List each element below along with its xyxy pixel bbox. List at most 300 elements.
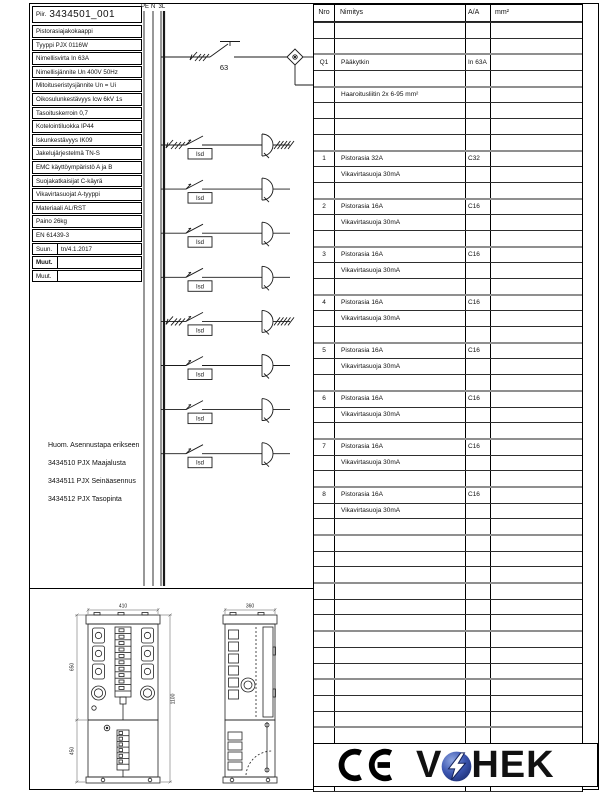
- cell-nro: [314, 359, 334, 374]
- circuit-branch-6: [161, 355, 290, 380]
- cell-aa: [465, 39, 490, 54]
- cell-aa: C16: [465, 344, 490, 359]
- table-row: [314, 438, 582, 455]
- cell-mm2: [490, 584, 582, 599]
- cell-nro: 8: [322, 491, 326, 499]
- cell-mm2: [490, 632, 582, 647]
- cell-nimitys: Pistorasia 16A: [334, 488, 465, 503]
- cell-mm2: [490, 648, 582, 663]
- spec-footer-row: [32, 270, 142, 283]
- cell-nimitys: [334, 664, 465, 679]
- cell-nro: [314, 456, 334, 471]
- cell-aa: [465, 311, 490, 326]
- cell-aa: [465, 696, 490, 711]
- table-row: [314, 663, 582, 679]
- cell-mm2: [490, 471, 582, 486]
- cell-mm2: [490, 728, 582, 743]
- table-row: [314, 230, 582, 246]
- cell-mm2: [490, 392, 582, 407]
- ce-mark-icon: [334, 748, 398, 782]
- cell-nimitys: [334, 567, 465, 582]
- cell-aa: C16: [465, 296, 490, 311]
- circuit-branch-7: [161, 399, 290, 424]
- cell-mm2: [490, 71, 582, 86]
- breaker-box-label: Isd: [195, 372, 205, 379]
- header-aa: A/A: [465, 5, 490, 21]
- spec-footer-row: [32, 256, 142, 269]
- table-row: [314, 182, 582, 198]
- cell-aa: [465, 135, 490, 150]
- cell-mm2: [490, 375, 582, 390]
- table-row: [314, 134, 582, 150]
- cell-nimitys: Pistorasia 16A: [334, 392, 465, 407]
- brand-logo: [416, 746, 555, 784]
- cell-nimitys: [334, 119, 465, 134]
- single-line-diagram: [140, 0, 313, 588]
- cell-nimitys: [334, 183, 465, 198]
- spec-row: Jakelujärjestelmä TN-S: [32, 147, 142, 160]
- bus-label-pe: PE: [141, 4, 150, 10]
- cell-nimitys: [334, 552, 465, 567]
- table-row: [314, 198, 582, 215]
- table-row: [314, 695, 582, 711]
- cell-mm2: [490, 231, 582, 246]
- cabinet-drawings: [30, 589, 313, 789]
- spec-row: Oikosulunkestävyys Icw 6kV 1s: [32, 93, 142, 106]
- note-line: 3434511 PJX Seinäasennus: [48, 478, 136, 485]
- cabinet-side-view: [223, 613, 277, 784]
- dimension-label-width: 410: [118, 603, 128, 610]
- cell-aa: [465, 23, 490, 38]
- cell-mm2: [490, 55, 582, 70]
- cell-nro: [314, 600, 334, 615]
- cell-nimitys: [334, 375, 465, 390]
- cell-nimitys: [334, 471, 465, 486]
- cell-aa: [465, 71, 490, 86]
- spec-footer-value: tn/4.1.2017: [61, 245, 92, 253]
- spec-row: Nimellisjännite Un 400V 50Hz: [32, 66, 142, 79]
- cell-aa: [465, 648, 490, 663]
- circuit-branches: [161, 134, 294, 468]
- spec-row: EMC käyttöympäristö A ja B: [32, 161, 142, 174]
- cell-aa: [465, 359, 490, 374]
- table-row: [314, 70, 582, 86]
- spec-footer-row: [32, 243, 142, 256]
- cell-aa: [465, 615, 490, 630]
- table-row: [314, 278, 582, 294]
- spec-footer-value: [58, 257, 61, 268]
- cell-mm2: [490, 440, 582, 455]
- cell-aa: [465, 471, 490, 486]
- cell-nimitys: Haaroitusliitin 2x 6-95 mm²: [334, 88, 465, 103]
- cell-aa: [465, 183, 490, 198]
- circuit-branch-3: [161, 222, 290, 247]
- table-row: [314, 326, 582, 342]
- spec-row: EN 61439-3: [32, 229, 142, 242]
- table-row: [314, 246, 582, 263]
- spec-table: [32, 6, 142, 283]
- header-nro: Nro: [318, 9, 330, 16]
- table-row: [314, 390, 582, 407]
- three-phase-mark: [274, 141, 294, 149]
- table-row: [314, 102, 582, 118]
- cell-aa: C32: [465, 152, 490, 167]
- cell-nimitys: Pistorasia 32A: [334, 152, 465, 167]
- cell-mm2: [490, 664, 582, 679]
- cell-nimitys: [334, 23, 465, 38]
- breaker-box-label: Isd: [195, 240, 205, 247]
- cell-nro: [314, 39, 334, 54]
- breaker-box-label: Isd: [195, 328, 205, 335]
- cell-nimitys: [334, 600, 465, 615]
- circuit-branch-4: [161, 266, 290, 291]
- table-row: [314, 455, 582, 471]
- table-row: [314, 630, 582, 647]
- cell-mm2: [490, 119, 582, 134]
- breaker-box-label: Isd: [195, 460, 205, 467]
- cell-nro: [314, 664, 334, 679]
- spec-row: Vikavirtasuojat A-tyyppi: [32, 188, 142, 201]
- breaker-box-label: Isd: [195, 152, 205, 158]
- circuit-branch-8: [161, 443, 290, 468]
- cell-nimitys: [334, 423, 465, 438]
- cell-nro: [314, 567, 334, 582]
- drawing-number: 3434501_001: [49, 9, 115, 20]
- cell-nro: [314, 23, 334, 38]
- circuit-branch-1: [161, 134, 290, 159]
- cell-aa: [465, 456, 490, 471]
- spec-rows: [32, 25, 142, 242]
- cell-aa: [465, 728, 490, 743]
- brand-text-post: HEK: [471, 744, 555, 786]
- main-switch-rating: 63: [219, 63, 229, 72]
- cell-nimitys: [334, 135, 465, 150]
- table-row: [314, 22, 582, 38]
- cell-aa: C16: [465, 248, 490, 263]
- spec-footer-rows: [32, 243, 142, 283]
- spec-footer-value: [58, 271, 61, 282]
- cell-nro: 7: [322, 443, 326, 451]
- cell-nimitys: [334, 615, 465, 630]
- bus-label-n: N: [151, 4, 156, 10]
- cell-aa: [465, 712, 490, 727]
- table-row: [314, 726, 582, 743]
- three-phase-mark: [274, 317, 294, 325]
- spec-footer-label: Muut.: [33, 257, 58, 268]
- cell-aa: [465, 279, 490, 294]
- cell-nimitys: [334, 71, 465, 86]
- cell-nimitys: Vikavirtasuoja 30mA: [334, 504, 465, 519]
- cell-mm2: [490, 167, 582, 182]
- cell-mm2: [490, 567, 582, 582]
- cell-mm2: [490, 488, 582, 503]
- spec-footer-label: Suun.: [33, 244, 58, 255]
- cell-aa: [465, 408, 490, 423]
- cell-nimitys: Pistorasia 16A: [334, 296, 465, 311]
- spec-row: Mitoituseristysjännite Un = Ui: [32, 79, 142, 92]
- cell-nro: [314, 71, 334, 86]
- cell-nro: [314, 311, 334, 326]
- table-row: [314, 407, 582, 423]
- cell-aa: [465, 519, 490, 534]
- table-row: [314, 118, 582, 134]
- cell-nimitys: Vikavirtasuoja 30mA: [334, 167, 465, 182]
- cell-nimitys: [334, 728, 465, 743]
- cell-nro: [314, 263, 334, 278]
- spec-row: Tasoituskerroin 0,7: [32, 107, 142, 120]
- dimension-label-total-height: 1100: [170, 693, 177, 705]
- table-row: [314, 647, 582, 663]
- cell-nimitys: Pääkytkin: [334, 55, 465, 70]
- breaker-box-label: Isd: [195, 196, 205, 203]
- cell-nro: 6: [322, 395, 326, 403]
- cell-mm2: [490, 456, 582, 471]
- cell-nro: 4: [322, 299, 326, 307]
- table-row: [314, 566, 582, 582]
- cell-nro: [314, 215, 334, 230]
- cell-aa: [465, 167, 490, 182]
- cell-nro: 1: [322, 155, 326, 162]
- cell-nro: [314, 552, 334, 567]
- spec-row: Kotelointiluokka IP44: [32, 120, 142, 133]
- cell-aa: [465, 584, 490, 599]
- cell-nimitys: [334, 584, 465, 599]
- cell-nro: [314, 119, 334, 134]
- piir-label: Piir.: [36, 11, 47, 18]
- cell-nro: [314, 680, 334, 695]
- cell-nro: [314, 88, 334, 103]
- cell-nro: [314, 632, 334, 647]
- table-row: [314, 150, 582, 167]
- cell-mm2: [490, 423, 582, 438]
- dimension-label-lower-height: 450: [69, 746, 76, 756]
- cell-mm2: [490, 279, 582, 294]
- cell-nimitys: [334, 680, 465, 695]
- cell-nimitys: [334, 327, 465, 342]
- three-phase-mark: [166, 316, 185, 325]
- breaker-box-label: Isd: [195, 416, 205, 423]
- table-row: [314, 534, 582, 551]
- spec-row: Tyyppi PJX 0116W: [32, 39, 142, 52]
- table-row: [314, 53, 582, 70]
- cell-mm2: [490, 39, 582, 54]
- cell-nimitys: Vikavirtasuoja 30mA: [334, 311, 465, 326]
- cell-nro: 3: [322, 251, 326, 259]
- spec-row: Suojakatkaisijat C-käyrä: [32, 175, 142, 188]
- cell-nimitys: Vikavirtasuoja 30mA: [334, 359, 465, 374]
- cell-mm2: [490, 248, 582, 263]
- cell-aa: [465, 504, 490, 519]
- cell-aa: [465, 423, 490, 438]
- cell-nro: [314, 327, 334, 342]
- cell-aa: [465, 536, 490, 551]
- circuit-branch-5: [161, 310, 290, 335]
- cell-mm2: [490, 504, 582, 519]
- cell-nimitys: Vikavirtasuoja 30mA: [334, 215, 465, 230]
- cell-nimitys: Pistorasia 16A: [334, 344, 465, 359]
- cell-mm2: [490, 552, 582, 567]
- table-row: [314, 294, 582, 311]
- main-switch-symbol: [161, 42, 313, 86]
- cell-mm2: [490, 536, 582, 551]
- table-row: [314, 470, 582, 486]
- table-row: [314, 358, 582, 374]
- spec-footer-label: Muut.: [33, 271, 58, 282]
- cell-aa: [465, 680, 490, 695]
- cell-nimitys: [334, 519, 465, 534]
- spec-row: Pistorasiajakokaappi: [32, 25, 142, 38]
- cell-nimitys: [334, 648, 465, 663]
- cell-mm2: [490, 712, 582, 727]
- cell-nimitys: Vikavirtasuoja 30mA: [334, 456, 465, 471]
- table-row: [314, 374, 582, 390]
- dimension-label-depth: 360: [245, 603, 255, 610]
- cell-nimitys: Pistorasia 16A: [334, 200, 465, 215]
- cell-nro: [314, 231, 334, 246]
- cell-aa: [465, 103, 490, 118]
- cell-mm2: [490, 296, 582, 311]
- cell-aa: [465, 600, 490, 615]
- cell-aa: [465, 567, 490, 582]
- table-row: [314, 582, 582, 599]
- cell-nimitys: Pistorasia 16A: [334, 248, 465, 263]
- cell-mm2: [490, 23, 582, 38]
- bus-lines: [144, 11, 164, 586]
- cell-mm2: [490, 615, 582, 630]
- cell-nro: 2: [322, 203, 326, 211]
- bus-label-3l: 3L: [158, 4, 166, 10]
- cell-nimitys: Pistorasia 16A: [334, 440, 465, 455]
- spec-row: Materiaali AL/RST: [32, 202, 142, 215]
- cell-nro: [314, 648, 334, 663]
- table-row: [314, 166, 582, 182]
- note-line: 3434510 PJX Maajalusta: [48, 460, 126, 467]
- spec-row: Paino 26kg: [32, 215, 142, 228]
- cell-mm2: [490, 88, 582, 103]
- table-row: [314, 342, 582, 359]
- spec-row: Nimellisvirta In 63A: [32, 52, 142, 65]
- footer-brand-box: [313, 743, 598, 787]
- circuit-table: [313, 4, 583, 792]
- header-nimitys: Nimitys: [334, 5, 465, 21]
- cell-mm2: [490, 600, 582, 615]
- cell-nro: 5: [322, 347, 326, 355]
- cell-aa: [465, 375, 490, 390]
- three-phase-mark: [166, 140, 185, 149]
- cell-aa: [465, 119, 490, 134]
- cell-nimitys: Vikavirtasuoja 30mA: [334, 408, 465, 423]
- table-row: [314, 486, 582, 503]
- cell-mm2: [490, 183, 582, 198]
- dimension-label-upper-height: 650: [69, 662, 76, 672]
- cell-mm2: [490, 344, 582, 359]
- cell-nro: [314, 696, 334, 711]
- cell-nro: [314, 728, 334, 743]
- cell-nimitys: [334, 103, 465, 118]
- cell-nimitys: [334, 632, 465, 647]
- cell-nimitys: Vikavirtasuoja 30mA: [334, 263, 465, 278]
- cell-aa: C16: [465, 200, 490, 215]
- cell-mm2: [490, 263, 582, 278]
- cell-mm2: [490, 215, 582, 230]
- table-row: [314, 214, 582, 230]
- breaker-box-label: Isd: [195, 284, 205, 291]
- cell-nimitys: [334, 39, 465, 54]
- cell-mm2: [490, 327, 582, 342]
- cell-nro: [314, 183, 334, 198]
- note-line: Huom. Asennustapa erikseen: [48, 442, 140, 449]
- table-row: [314, 310, 582, 326]
- cell-aa: [465, 632, 490, 647]
- cell-aa: [465, 664, 490, 679]
- cell-aa: [465, 552, 490, 567]
- cell-nro: [314, 615, 334, 630]
- cell-nro: [314, 471, 334, 486]
- cell-nimitys: [334, 712, 465, 727]
- cell-nro: [314, 536, 334, 551]
- table-row: [314, 711, 582, 727]
- cell-nro: [314, 167, 334, 182]
- cell-nro: Q1: [319, 58, 329, 66]
- spec-row: Iskunkestävyys IK09: [32, 134, 142, 147]
- cell-nro: [314, 584, 334, 599]
- table-row: [314, 678, 582, 695]
- cell-aa: In 63A: [465, 55, 490, 70]
- circuit-branch-2: [161, 178, 290, 203]
- cell-aa: C16: [465, 392, 490, 407]
- cell-aa: [465, 215, 490, 230]
- table-row: [314, 518, 582, 534]
- cell-mm2: [490, 200, 582, 215]
- circuit-table-header: [314, 5, 582, 22]
- cell-aa: [465, 327, 490, 342]
- cell-nimitys: [334, 231, 465, 246]
- table-row: [314, 551, 582, 567]
- cell-aa: C16: [465, 440, 490, 455]
- table-row: [314, 86, 582, 103]
- table-row: [314, 38, 582, 54]
- cell-nro: [314, 423, 334, 438]
- bus-labels: [141, 4, 166, 10]
- cell-nimitys: [334, 536, 465, 551]
- cell-aa: [465, 231, 490, 246]
- cell-aa: [465, 88, 490, 103]
- cell-aa: C16: [465, 488, 490, 503]
- cell-mm2: [490, 408, 582, 423]
- globe-o-icon: [441, 751, 472, 782]
- cell-nimitys: [334, 279, 465, 294]
- cell-nimitys: [334, 696, 465, 711]
- cell-mm2: [490, 103, 582, 118]
- brand-text-pre: V: [416, 744, 443, 786]
- header-mm2: mm²: [490, 5, 582, 21]
- circuit-table-body: [314, 22, 582, 792]
- cell-mm2: [490, 696, 582, 711]
- drawing-number-row: [32, 6, 142, 23]
- cell-nro: [314, 408, 334, 423]
- installation-notes: [48, 437, 139, 509]
- cell-nro: [314, 375, 334, 390]
- cabinet-front-view: [86, 613, 160, 784]
- cell-nro: [314, 135, 334, 150]
- cell-mm2: [490, 359, 582, 374]
- note-line: 3434512 PJX Tasopinta: [48, 496, 122, 503]
- cell-nro: [314, 504, 334, 519]
- cell-mm2: [490, 311, 582, 326]
- cell-nro: [314, 103, 334, 118]
- cell-nro: [314, 712, 334, 727]
- table-row: [314, 262, 582, 278]
